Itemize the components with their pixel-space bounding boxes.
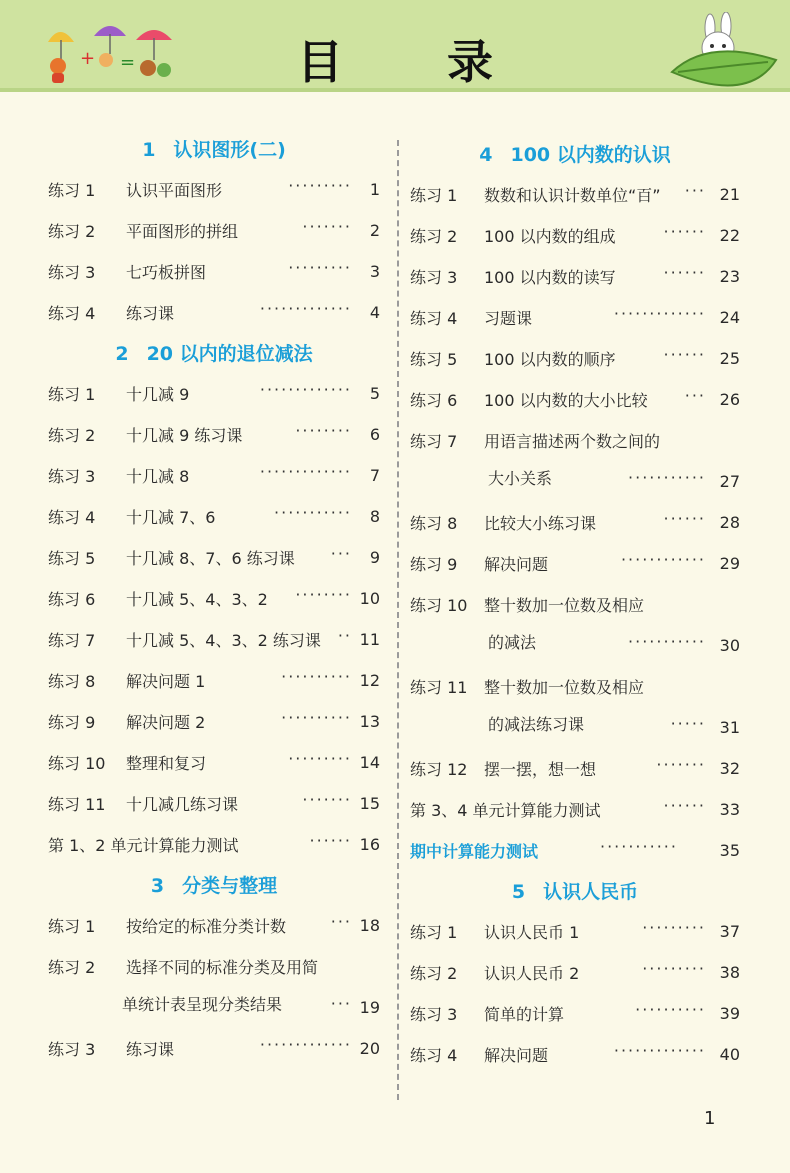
leader-dots: ··: [337, 626, 352, 645]
toc-entry: [48, 293, 380, 334]
entry-title: 第 1、2 单元计算能力测试: [48, 836, 239, 855]
page-ref: 33: [719, 800, 740, 819]
header-band: [0, 0, 790, 92]
leader-dots: ···: [330, 544, 352, 563]
exercise-label: 练习 3: [410, 1005, 458, 1024]
exercise-label: 练习 2: [48, 958, 96, 977]
toc-entry: [48, 988, 380, 1029]
leader-dots: ·····: [670, 714, 706, 733]
page-ref: 11: [359, 630, 380, 649]
page-ref: 3: [369, 262, 380, 281]
leader-dots: ·············: [259, 1035, 352, 1054]
exercise-label: 练习 11: [48, 795, 106, 814]
section-title: 分类与整理: [182, 875, 278, 897]
exercise-label: 练习 9: [410, 555, 458, 574]
entry-title: 七巧板拼图: [126, 263, 207, 282]
toc-entry: [410, 503, 740, 544]
toc-entry: [410, 790, 740, 831]
toc-entry: [48, 1029, 380, 1070]
leader-dots: ··········: [281, 708, 352, 727]
exercise-label: 练习 6: [48, 590, 96, 609]
toc-entry: [410, 421, 740, 462]
leader-dots: ······: [663, 345, 706, 364]
entry-title: 十几减 9: [126, 385, 190, 404]
exercise-label: 练习 5: [410, 350, 458, 369]
leader-dots: ·······: [302, 217, 352, 236]
entry-title: 100 以内数的顺序: [484, 350, 616, 369]
leader-dots: ············: [620, 550, 706, 569]
exercise-label: 练习 2: [410, 964, 458, 983]
svg-text:=: =: [120, 52, 136, 73]
exercise-label: 练习 4: [410, 1046, 458, 1065]
toc-entry: [48, 538, 380, 579]
entry-title: 十几减 5、4、3、2 练习课: [126, 631, 321, 650]
exercise-label: 练习 3: [48, 263, 96, 282]
leader-dots: ·········: [642, 959, 706, 978]
toc-left-column: [48, 130, 380, 1070]
toc-entry: [48, 170, 380, 211]
section-title: 认识图形(二): [173, 139, 286, 161]
page-ref: 16: [359, 835, 380, 854]
exercise-label: 练习 9: [48, 713, 96, 732]
page-title: 目 录: [296, 35, 537, 89]
leader-dots: ·············: [259, 299, 352, 318]
entry-title: 平面图形的拼组: [126, 222, 239, 241]
exercise-label: 练习 7: [48, 631, 96, 650]
page-ref: 25: [719, 349, 740, 368]
leader-dots: ·········: [642, 918, 706, 937]
entry-title: 十几减 8: [126, 467, 190, 486]
page-ref: 12: [359, 671, 380, 690]
exercise-label: 练习 12: [410, 760, 468, 779]
leader-dots: ···: [684, 386, 706, 405]
toc-entry: [48, 743, 380, 784]
entry-title: 用语言描述两个数之间的: [484, 432, 661, 451]
entry-title: 100 以内数的大小比较: [484, 391, 648, 410]
exercise-label: 练习 7: [410, 432, 458, 451]
toc-entry: [48, 415, 380, 456]
toc-entry: [410, 216, 740, 257]
leader-dots: ···: [330, 912, 352, 931]
entry-title: 练习课: [126, 1040, 175, 1059]
exercise-label: 练习 5: [48, 549, 96, 568]
page-ref: 24: [719, 308, 740, 327]
exercise-label: 练习 8: [410, 514, 458, 533]
page-ref: 28: [719, 513, 740, 532]
exercise-label: 练习 11: [410, 678, 468, 697]
leader-dots: ········: [295, 421, 352, 440]
page-ref: 31: [719, 718, 740, 737]
entry-title: 解决问题: [484, 1046, 549, 1065]
page-ref: 35: [719, 841, 740, 860]
toc-entry: [410, 298, 740, 339]
leader-dots: ·········: [288, 176, 352, 195]
entry-title: 解决问题 2: [126, 713, 206, 732]
exercise-label: 练习 3: [48, 1040, 96, 1059]
exercise-label: 练习 3: [410, 268, 458, 287]
toc-entry: [410, 175, 740, 216]
leader-dots: ···········: [628, 632, 706, 651]
leader-dots: ········: [295, 585, 352, 604]
page-ref: 1: [369, 180, 380, 199]
leader-dots: ······: [663, 222, 706, 241]
leader-dots: ·········: [288, 258, 352, 277]
column-divider: [397, 140, 399, 1100]
leader-dots: ·············: [259, 462, 352, 481]
leader-dots: ···········: [628, 468, 706, 487]
page-ref: 5: [369, 384, 380, 403]
toc-entry: [48, 947, 380, 988]
page-ref: 6: [369, 425, 380, 444]
entry-title: 十几减 7、6: [126, 508, 216, 527]
toc-entry: [410, 380, 740, 421]
toc-entry: [48, 211, 380, 252]
page-ref: 15: [359, 794, 380, 813]
leader-dots: ···········: [600, 837, 678, 856]
section-title: 认识人民币: [543, 881, 639, 903]
entry-title: 的减法练习课: [488, 715, 585, 734]
entry-title: 的减法: [488, 633, 537, 652]
exercise-label: 练习 6: [410, 391, 458, 410]
page-ref: 37: [719, 922, 740, 941]
exercise-label: 练习 2: [48, 426, 96, 445]
page-ref: 29: [719, 554, 740, 573]
entry-title: 解决问题 1: [126, 672, 206, 691]
entry-title: 认识人民币 1: [484, 923, 580, 942]
section-heading: [48, 866, 380, 906]
page-ref: 18: [359, 916, 380, 935]
page-ref: 22: [719, 226, 740, 245]
toc-entry: [48, 784, 380, 825]
leader-dots: ···: [330, 994, 352, 1013]
toc-entry: [48, 497, 380, 538]
entry-title: 第 3、4 单元计算能力测试: [410, 801, 601, 820]
toc-entry: [48, 579, 380, 620]
page-ref: 30: [719, 636, 740, 655]
toc-entry: [410, 257, 740, 298]
leader-dots: ·······: [302, 790, 352, 809]
leader-dots: ······: [663, 796, 706, 815]
entry-title: 解决问题: [484, 555, 549, 574]
section-number: 1: [142, 139, 156, 161]
exercise-label: 练习 2: [48, 222, 96, 241]
entry-title: 十几减 8、7、6 练习课: [126, 549, 295, 568]
entry-title: 认识平面图形: [126, 181, 223, 200]
toc-right-column: [410, 135, 740, 1076]
entry-title: 数数和认识计数单位“百”: [484, 186, 661, 205]
leader-dots: ·········: [288, 749, 352, 768]
section-number: 4: [479, 144, 493, 166]
entry-title: 认识人民币 2: [484, 964, 580, 983]
exercise-label: 练习 1: [410, 186, 458, 205]
page-ref: 20: [359, 1039, 380, 1058]
leader-dots: ·············: [613, 304, 706, 323]
page-ref: 8: [369, 507, 380, 526]
toc-entry: [48, 456, 380, 497]
leader-dots: ··········: [635, 1000, 706, 1019]
toc-entry: [410, 626, 740, 667]
toc-entry: [410, 339, 740, 380]
page-number: 1: [704, 1108, 716, 1129]
toc-entry: [48, 702, 380, 743]
entry-title: 100 以内数的读写: [484, 268, 616, 287]
entry-title: 整理和复习: [126, 754, 207, 773]
exercise-label: 练习 1: [48, 385, 96, 404]
page-ref: 32: [719, 759, 740, 778]
page-ref: 14: [359, 753, 380, 772]
exercise-label: 练习 10: [410, 596, 468, 615]
exercise-label: 练习 8: [48, 672, 96, 691]
toc-entry: [410, 953, 740, 994]
page-ref: 26: [719, 390, 740, 409]
page-ref: 21: [719, 185, 740, 204]
section-heading: [48, 334, 380, 374]
toc-entry: [410, 831, 740, 872]
exercise-label: 练习 4: [48, 304, 96, 323]
toc-entry: [410, 585, 740, 626]
entry-title: 十几减几练习课: [126, 795, 239, 814]
page-ref: 40: [719, 1045, 740, 1064]
toc-entry: [410, 667, 740, 708]
section-title: 20 以内的退位减法: [146, 343, 313, 365]
entry-title: 选择不同的标准分类及用简: [126, 958, 319, 977]
entry-title: 十几减 5、4、3、2: [126, 590, 268, 609]
leader-dots: ······: [663, 509, 706, 528]
page-ref: 13: [359, 712, 380, 731]
entry-title: 十几减 9 练习课: [126, 426, 243, 445]
toc-entry: [410, 544, 740, 585]
section-number: 5: [511, 881, 526, 903]
toc-entry: [48, 661, 380, 702]
entry-title: 比较大小练习课: [484, 514, 597, 533]
leader-dots: ···: [684, 181, 706, 200]
exercise-label: 练习 1: [48, 917, 96, 936]
page-ref: 39: [719, 1004, 740, 1023]
toc-entry: [410, 1035, 740, 1076]
toc-entry: [410, 912, 740, 953]
svg-text:+: +: [80, 48, 96, 69]
section-number: 3: [150, 875, 165, 897]
section-title: 100 以内数的认识: [510, 144, 671, 166]
leader-dots: ·······: [656, 755, 706, 774]
page-ref: 27: [719, 472, 740, 491]
leader-dots: ······: [663, 263, 706, 282]
entry-title: 大小关系: [488, 469, 553, 488]
exercise-label: 练习 4: [410, 309, 458, 328]
page-ref: 10: [359, 589, 380, 608]
toc-entry: [48, 825, 380, 866]
entry-title: 习题课: [484, 309, 533, 328]
page-ref: 7: [369, 466, 380, 485]
entry-title: 100 以内数的组成: [484, 227, 616, 246]
page-ref: 9: [369, 548, 380, 567]
exercise-label: 练习 1: [410, 923, 458, 942]
entry-title: 整十数加一位数及相应: [484, 678, 645, 697]
exercise-label: 练习 10: [48, 754, 106, 773]
entry-title: 摆一摆，想一想: [484, 760, 597, 779]
exercise-label: 练习 4: [48, 508, 96, 527]
entry-title: 整十数加一位数及相应: [484, 596, 645, 615]
leader-dots: ·············: [613, 1041, 706, 1060]
entry-title: 按给定的标准分类计数: [126, 917, 287, 936]
entry-title: 期中计算能力测试: [410, 842, 539, 861]
page-ref: 2: [369, 221, 380, 240]
toc-entry: [48, 620, 380, 661]
leader-dots: ··········: [281, 667, 352, 686]
leader-dots: ·············: [259, 380, 352, 399]
page-ref: 4: [369, 303, 380, 322]
bunny-leaf-illustration: [668, 12, 780, 100]
leader-dots: ······: [309, 831, 352, 850]
entry-title: 简单的计算: [484, 1005, 565, 1024]
page-ref: 38: [719, 963, 740, 982]
leader-dots: ···········: [274, 503, 352, 522]
toc-entry: [410, 708, 740, 749]
page-ref: 23: [719, 267, 740, 286]
toc-entry: [410, 462, 740, 503]
section-heading: [410, 872, 740, 912]
toc-entry: [48, 906, 380, 947]
toc-entry: [48, 252, 380, 293]
section-number: 2: [115, 343, 129, 365]
page-ref: 19: [359, 998, 380, 1017]
exercise-label: 练习 3: [48, 467, 96, 486]
section-heading: [410, 135, 740, 175]
exercise-label: 练习 2: [410, 227, 458, 246]
entry-title: 单统计表呈现分类结果: [122, 995, 283, 1014]
entry-title: 练习课: [126, 304, 175, 323]
toc-entry: [48, 374, 380, 415]
toc-entry: [410, 749, 740, 790]
section-heading: [48, 130, 380, 170]
exercise-label: 练习 1: [48, 181, 96, 200]
toc-entry: [410, 994, 740, 1035]
